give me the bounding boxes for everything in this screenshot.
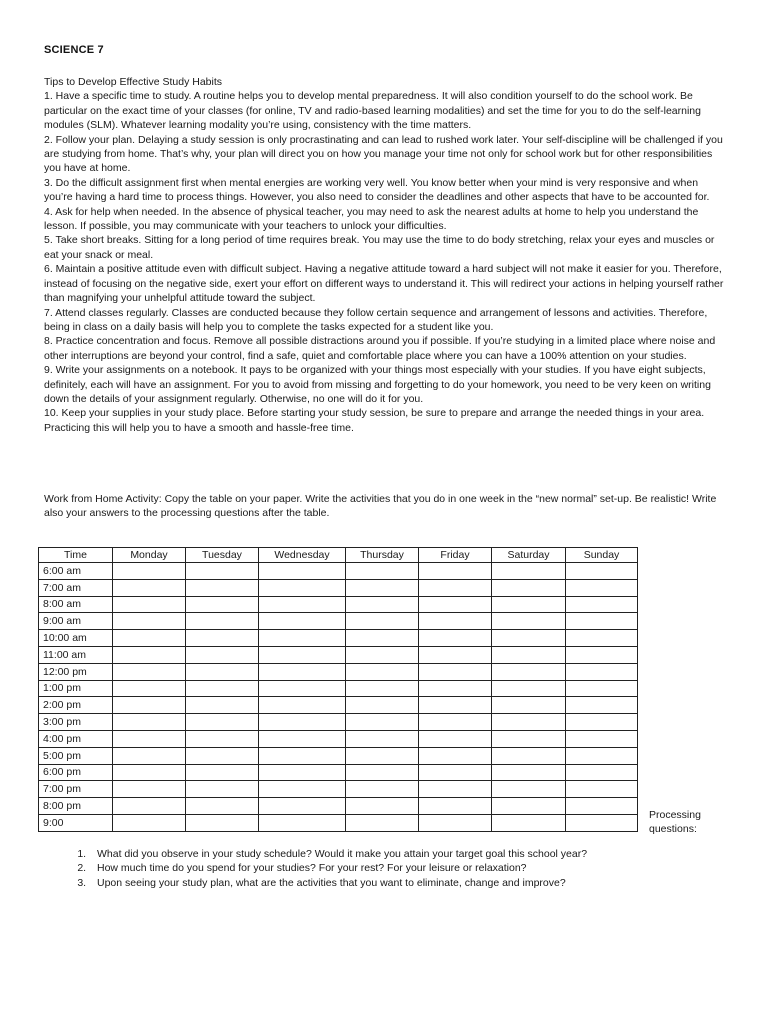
schedule-cell [419,814,492,831]
time-cell: 6:00 am [39,563,113,580]
schedule-cell [186,764,259,781]
time-cell: 6:00 pm [39,764,113,781]
schedule-cell [566,814,638,831]
header-tuesday: Tuesday [186,548,259,563]
schedule-cell [113,613,186,630]
table-row [39,630,638,647]
tips-heading: Tips to Develop Effective Study Habits [44,76,223,88]
schedule-cell [259,764,346,781]
schedule-cell [419,680,492,697]
schedule-cell [566,630,638,647]
question-item: 1. What did you observe in your study schedule? Would it make you attain your target goal this school year? [89,847,768,861]
schedule-cell [113,563,186,580]
header-friday: Friday [419,548,492,563]
schedule-cell [492,764,566,781]
processing-questions [44,847,768,890]
schedule-cell [186,663,259,680]
table-row [39,814,638,831]
schedule-cell [113,814,186,831]
schedule-cell [259,714,346,731]
tip-item: 6. Maintain a positive attitude even with difficult subject. Having a negative attitude toward a hard subject will not make it easier for you. Therefore, instead of focusing on the negative side, exert your effort on different ways to understand it. This will redirect your actions in helping yourself rather than magnifying your unhelpful attitude toward the subject. [44,263,724,305]
schedule-cell [419,764,492,781]
time-cell: 9:00 [39,814,113,831]
question-item: 2. How much time do you spend for your studies? For your rest? For your leisure or relaxation? [89,861,768,875]
time-cell: 3:00 pm [39,714,113,731]
schedule-cell [113,596,186,613]
tip-item: 2. Follow your plan. Delaying a study session is only procrastinating and can lead to rushed work later. Your self-discipline will be challenged if you are studying from home. That’s why, your plan will direct you on how you manage your time not only for school work but for other responsibilities you have at home. [44,133,723,175]
schedule-cell [186,646,259,663]
schedule-cell [566,781,638,798]
table-row [39,781,638,798]
schedule-cell [492,714,566,731]
schedule-cell [566,730,638,747]
schedule-cell [492,747,566,764]
schedule-cell [419,663,492,680]
schedule-cell [259,730,346,747]
schedule-cell [492,596,566,613]
schedule-cell [492,663,566,680]
tips-section [44,75,724,435]
schedule-cell [566,613,638,630]
schedule-cell [259,697,346,714]
schedule-cell [419,613,492,630]
schedule-cell [346,563,419,580]
schedule-cell [186,730,259,747]
time-cell: 10:00 am [39,630,113,647]
schedule-cell [259,563,346,580]
schedule-cell [419,646,492,663]
schedule-cell [492,613,566,630]
schedule-cell [346,630,419,647]
schedule-cell [566,747,638,764]
question-item: 3. Upon seeing your study plan, what are the activities that you want to eliminate, change and improve? [89,876,768,890]
schedule-cell [419,630,492,647]
time-cell: 9:00 am [39,613,113,630]
schedule-cell [346,798,419,815]
time-cell: 8:00 pm [39,798,113,815]
table-row [39,730,638,747]
tip-item: 7. Attend classes regularly. Classes are conducted because they follow certain sequence and arrangement of lessons and activities. Therefore, being in class on a daily basis will help you to complete the tasks expected for a student like you. [44,306,708,333]
activity-instruction: Work from Home Activity: Copy the table on your paper. Write the activities that you do in one week in the “new normal” set-up. Be realistic! Write also your answers to the processing questions after the table. [44,493,717,520]
table-row [39,596,638,613]
time-cell: 2:00 pm [39,697,113,714]
table-row [39,646,638,663]
schedule-cell [186,579,259,596]
schedule-cell [113,798,186,815]
table-row [39,563,638,580]
schedule-cell [492,630,566,647]
schedule-cell [346,663,419,680]
schedule-cell [113,646,186,663]
schedule-cell [419,563,492,580]
schedule-cell [113,697,186,714]
time-cell: 1:00 pm [39,680,113,697]
schedule-cell [113,630,186,647]
header-sunday: Sunday [566,548,638,563]
schedule-cell [346,596,419,613]
time-cell: 12:00 pm [39,663,113,680]
schedule-cell [346,747,419,764]
header-wednesday: Wednesday [259,548,346,563]
schedule-cell [346,613,419,630]
tip-item: 8. Practice concentration and focus. Remove all possible distractions around you if possible. If you’re studying in a limited place where noise and other interruptions are beyond your control, find a safe, quiet and comfortable place where you can have a 100% attention on your studies. [44,335,716,362]
schedule-cell [492,579,566,596]
schedule-cell [492,563,566,580]
schedule-cell [419,798,492,815]
schedule-cell [566,579,638,596]
schedule-cell [419,579,492,596]
schedule-cell [259,814,346,831]
header-monday: Monday [113,548,186,563]
table-row [39,663,638,680]
schedule-cell [346,646,419,663]
table-row [39,613,638,630]
schedule-cell [492,646,566,663]
tip-item: 9. Write your assignments on a notebook. It pays to be organized with your things most especially with your studies. If you have eight subjects, definitely, each will have an assignment. For you to avoid from missing and forgetting to do your homework, you need to be very keen on writing down the details of your assignment regularly. Otherwise, no one will do it for you. [44,364,711,405]
schedule-cell [186,613,259,630]
tip-item: 1. Have a specific time to study. A routine helps you to develop mental preparedness. It will also condition yourself to do the school work. Be particular on the exact time of your classes (for online, TV and radio-based learning modalities) and set the time for you to do the self-learning modules (SLM). Whatever learning modality you’re using, consistency with the time matters. [44,90,701,132]
schedule-cell [419,596,492,613]
schedule-cell [346,579,419,596]
time-cell: 7:00 am [39,579,113,596]
schedule-cell [346,697,419,714]
tip-item: 10. Keep your supplies in your study place. Before starting your study session, be sure to prepare and arrange the needed things in your area. Practicing this will help you to have a smooth and hassle-free time. [44,407,705,434]
schedule-cell [419,714,492,731]
time-cell: 5:00 pm [39,747,113,764]
processing-label: Processing questions: [649,809,701,836]
schedule-cell [566,563,638,580]
schedule-cell [259,613,346,630]
schedule-cell [186,697,259,714]
schedule-cell [259,798,346,815]
schedule-cell [566,680,638,697]
schedule-cell [186,714,259,731]
schedule-cell [259,680,346,697]
schedule-cell [259,646,346,663]
schedule-cell [492,730,566,747]
schedule-cell [186,814,259,831]
schedule-cell [113,764,186,781]
schedule-cell [259,747,346,764]
table-row [39,697,638,714]
schedule-cell [566,663,638,680]
schedule-cell [113,714,186,731]
schedule-cell [259,781,346,798]
schedule-cell [419,747,492,764]
schedule-cell [419,781,492,798]
schedule-cell [186,563,259,580]
tip-item: 4. Ask for help when needed. In the absence of physical teacher, you may need to ask the nearest adults at home to help you understand the lesson. If possible, you may communicate with your teachers to unlock your difficulties. [44,205,699,233]
schedule-cell [186,798,259,815]
page-title: SCIENCE 7 [44,44,104,56]
schedule-cell [186,747,259,764]
time-cell: 4:00 pm [39,730,113,747]
schedule-cell [113,680,186,697]
schedule-cell [492,680,566,697]
schedule-cell [492,697,566,714]
schedule-cell [566,714,638,731]
table-row [39,579,638,596]
schedule-cell [186,680,259,697]
schedule-cell [492,814,566,831]
schedule-cell [186,630,259,647]
schedule-cell [566,646,638,663]
schedule-cell [419,697,492,714]
schedule-cell [566,798,638,815]
schedule-cell [346,764,419,781]
tip-item: 3. Do the difficult assignment first when mental energies are working very well. You know better when your mind is very responsive and when you’re having a hard time to process things. However, you also need to consider the deadlines and other aspects that have to be accounted for. [44,176,710,204]
schedule-cell [259,663,346,680]
schedule-table [38,547,638,832]
schedule-cell [259,596,346,613]
header-thursday: Thursday [346,548,419,563]
time-cell: 11:00 am [39,646,113,663]
schedule-cell [566,697,638,714]
schedule-cell [492,798,566,815]
header-time: Time [39,548,113,563]
table-row [39,798,638,815]
schedule-cell [346,814,419,831]
time-cell: 7:00 pm [39,781,113,798]
time-cell: 8:00 am [39,596,113,613]
table-row [39,747,638,764]
schedule-cell [113,663,186,680]
schedule-cell [566,764,638,781]
tip-item: 5. Take short breaks. Sitting for a long period of time requires break. You may use the time to do body stretching, relax your eyes and muscles or eat your snack or meal. [44,234,715,261]
table-row [39,764,638,781]
schedule-cell [259,630,346,647]
schedule-cell [113,747,186,764]
schedule-cell [113,730,186,747]
schedule-cell [346,680,419,697]
schedule-cell [346,730,419,747]
schedule-cell [346,781,419,798]
schedule-cell [346,714,419,731]
schedule-cell [492,781,566,798]
table-row [39,714,638,731]
schedule-cell [186,781,259,798]
table-header-row [39,548,638,563]
schedule-cell [419,730,492,747]
table-row [39,680,638,697]
schedule-cell [113,781,186,798]
schedule-cell [259,579,346,596]
schedule-cell [566,596,638,613]
schedule-cell [186,596,259,613]
header-saturday: Saturday [492,548,566,563]
schedule-cell [113,579,186,596]
